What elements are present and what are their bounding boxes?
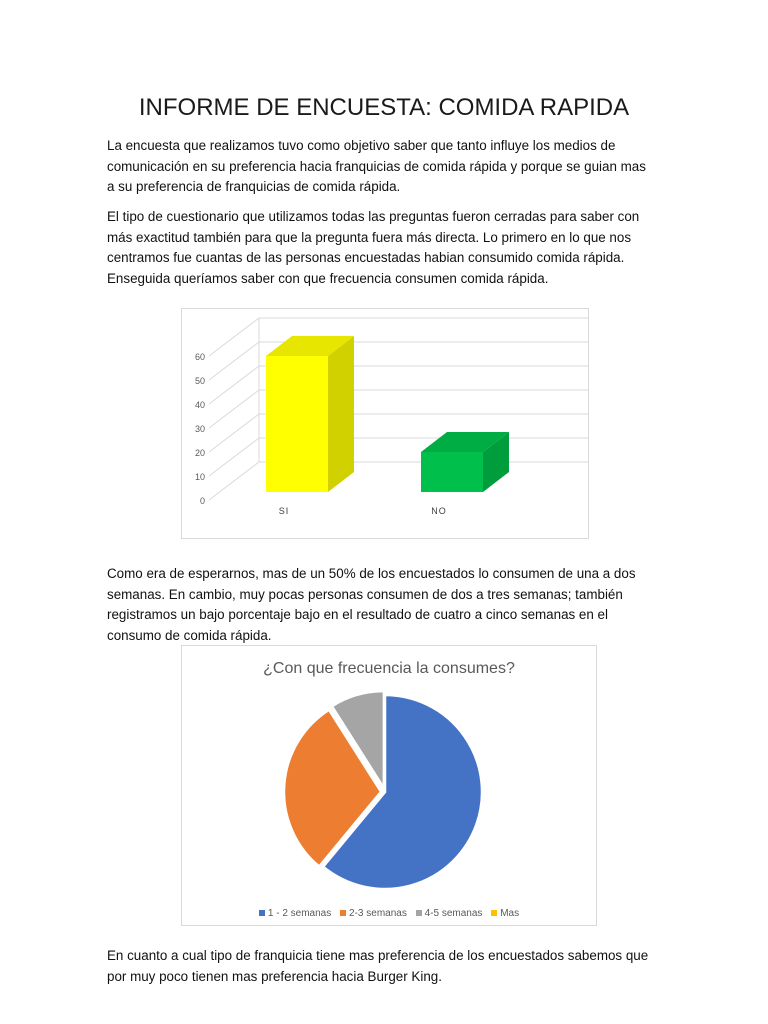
legend-label: 2-3 semanas [349, 908, 407, 919]
legend-item [259, 908, 331, 919]
text-line: La encuesta que realizamos tuvo como objetivo saber que tanto influye los medios de [107, 138, 616, 153]
pie-chart-frame [181, 645, 597, 926]
text-line: En cuanto a cual tipo de franquicia tiene mas preferencia de los encuestados sabemos que [107, 948, 649, 963]
legend-label: Mas [500, 908, 520, 919]
bar-side [328, 336, 354, 492]
text-line: comunicación en su preferencia hacia franquicias de comida rápida y porque se guian mas [107, 158, 646, 174]
text-line: Enseguida queríamos saber con que frecuencia consumen comida rápida. [107, 270, 549, 286]
bar-chart-frame [181, 308, 589, 539]
text-line: consumo de comida rápida. [107, 627, 272, 643]
paragraph-results [107, 564, 667, 646]
gridline-diagonal [209, 366, 259, 404]
text-line: registramos un bajo porcentaje bajo en el resultado de cuatro a cinco semanas en el [107, 607, 608, 622]
legend-item [340, 908, 407, 919]
legend-swatch [259, 910, 265, 916]
bar-chart [182, 309, 588, 538]
bar-front [421, 452, 483, 492]
y-tick-label: 20 [194, 448, 205, 458]
legend-item [416, 908, 483, 919]
y-tick-label: 50 [194, 376, 205, 386]
bar-front [266, 356, 328, 492]
gridline-diagonal [209, 438, 259, 476]
paragraph-franchise [107, 946, 667, 987]
pie-chart-title: ¿Con que frecuencia la consumes? [263, 660, 515, 677]
legend-swatch [491, 910, 497, 916]
text-line: centramos fue cuantas de las personas encuestadas habian consumido comida rápida. [107, 250, 625, 265]
y-tick-label: 30 [194, 424, 205, 434]
pie-chart [182, 646, 596, 925]
y-tick-label: 40 [194, 400, 205, 410]
document-title: INFORME DE ENCUESTA: COMIDA RAPIDA [138, 94, 630, 121]
text-line: más exactitud también para que la pregunta fuera más directa. Lo primero en lo que nos [107, 229, 632, 245]
legend-item [491, 908, 519, 919]
legend-label: 4-5 semanas [424, 908, 483, 919]
gridline-diagonal [209, 342, 259, 380]
y-tick-label: 0 [199, 496, 205, 506]
gridline-diagonal [209, 318, 259, 356]
gridline-diagonal [209, 390, 259, 428]
x-category-label: NO [431, 506, 447, 516]
x-category-label: SI [278, 506, 290, 516]
pie-legend [182, 908, 596, 919]
text-line: a su preferencia de franquicias de comida rápida. [107, 179, 401, 194]
y-tick-label: 10 [194, 472, 205, 482]
paragraph-method [107, 207, 667, 289]
y-tick-label: 60 [194, 352, 205, 362]
paragraph-intro [107, 136, 667, 198]
gridline-diagonal [209, 414, 259, 452]
gridline-diagonal [209, 462, 259, 500]
text-line: Como era de esperarnos, mas de un 50% de los encuestados lo consumen de una a dos [107, 566, 636, 581]
legend-swatch [416, 910, 422, 916]
text-line: El tipo de cuestionario que utilizamos todas las preguntas fueron cerradas para saber con [107, 209, 640, 224]
text-line: por muy poco tienen mas preferencia hacia Burger King. [107, 968, 442, 984]
legend-label: 1 - 2 semanas [267, 908, 332, 919]
text-line: semanas. En cambio, muy pocas personas consumen de dos a tres semanas; también [107, 586, 623, 602]
legend-swatch [340, 910, 346, 916]
